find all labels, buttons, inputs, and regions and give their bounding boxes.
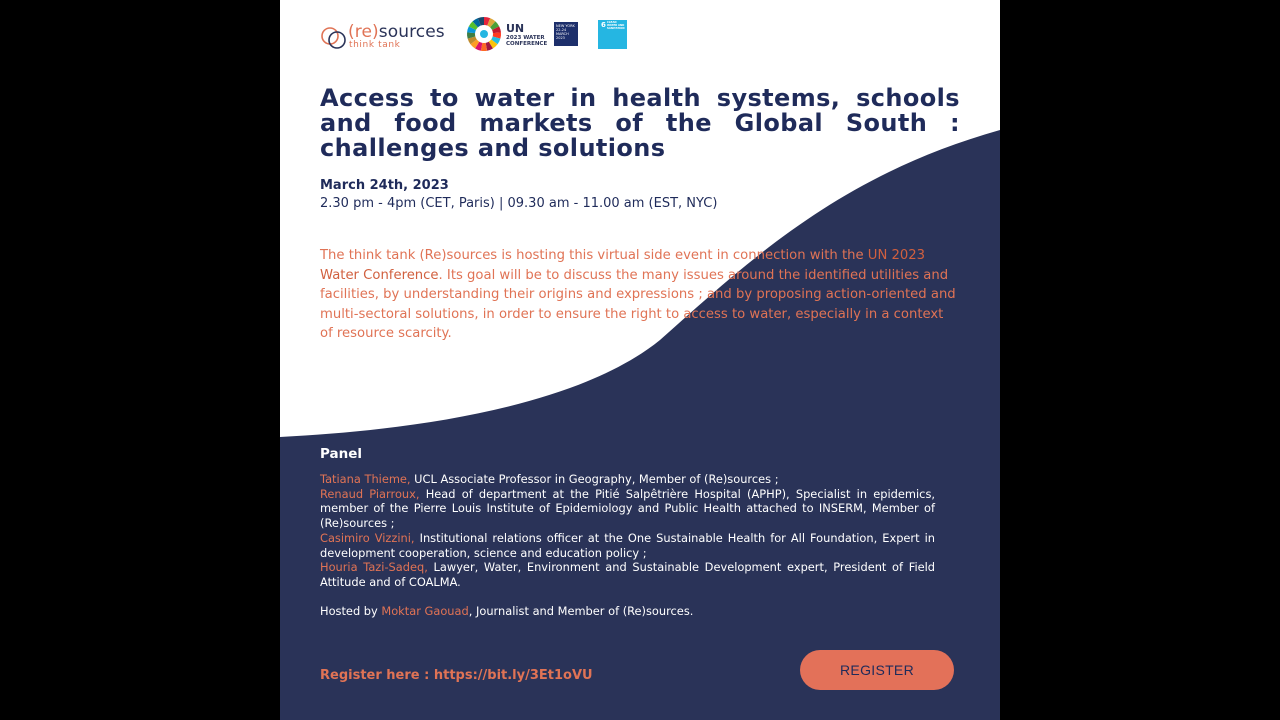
panelist-role: Lawyer, Water, Environment and Sustainable Development expert, President of Field Attitude and of COALMA. [320, 560, 936, 589]
resources-wordmark [348, 22, 445, 42]
hosted-suffix: , Journalist and Member of (Re)sources. [468, 604, 694, 618]
host-name: Moktar Gaouad [381, 604, 469, 618]
event-time: 2.30 pm - 4pm (CET, Paris) | 09.30 am - 11.00 am (EST, NYC) [320, 196, 718, 211]
event-description [320, 246, 960, 344]
panelist-role: Head of department at the Pitié Salpêtrière Hospital (APHP), Specialist in epidemics, member of the Pierre Louis Institute of Epidemiology and Public Health attached to INSERM, Member of (Re)sources ; [320, 486, 935, 531]
goal-label: CLEAN WATER AND SANITATION [607, 21, 625, 30]
sdg-goal-6-icon [598, 20, 627, 49]
new-york-badge: NEW YORK 22-24 MARCH 2023 [554, 22, 578, 46]
un-subtitle: 2023 WATER CONFERENCE [506, 35, 548, 47]
panelist-name: Casimiro Vizzini, [320, 530, 415, 545]
hosted-by-line [320, 604, 693, 618]
event-flyer [280, 0, 1000, 720]
un-title: UN [506, 22, 525, 35]
resources-circles-icon [320, 24, 348, 52]
panelist-name: Houria Tazi-Sadeq, [320, 560, 428, 575]
panel-list [320, 472, 935, 590]
wordmark-paren: (re) [348, 22, 379, 42]
sdg-wheel-icon [466, 16, 502, 52]
panelist-role: UCL Associate Professor in Geography, Member of (Re)sources ; [410, 472, 779, 486]
goal-number: 6 [601, 21, 606, 29]
event-date: March 24th, 2023 [320, 178, 449, 193]
description-part-2: . Its goal will be to discuss the many issues around the identified utilities and facilities, by understanding their origins and expressions ; and by proposing action-oriented and multi-sectoral solutions, in order to ensure the right to access to water, especially in a context of resource scarcity. [320, 267, 956, 341]
event-title: Access to water in health systems, schools and food markets of the Global South : challenges and solutions [320, 84, 960, 162]
panelist-name: Renaud Piarroux, [320, 486, 420, 501]
un-conference-link[interactable]: UN 2023 Water Conference [320, 248, 926, 283]
register-button[interactable]: REGISTER [800, 650, 954, 690]
panelist-name: Tatiana Thieme, [320, 472, 411, 486]
panel-heading: Panel [320, 446, 363, 462]
wordmark-rest: sources [378, 22, 445, 42]
panelist-role: Institutional relations officer at the One Sustainable Health for All Foundation, Expert in development cooperation, science and education policy ; [320, 530, 935, 560]
resources-logo [320, 18, 446, 54]
un-conference-mark [506, 19, 554, 47]
hosted-prefix: Hosted by [320, 604, 382, 618]
description-part-1: The think tank (Re)sources is hosting this virtual side event in connection with the [320, 248, 868, 263]
resources-subtitle: think tank [349, 40, 401, 50]
register-link[interactable]: Register here : https://bit.ly/3Et1oVU [320, 668, 593, 683]
